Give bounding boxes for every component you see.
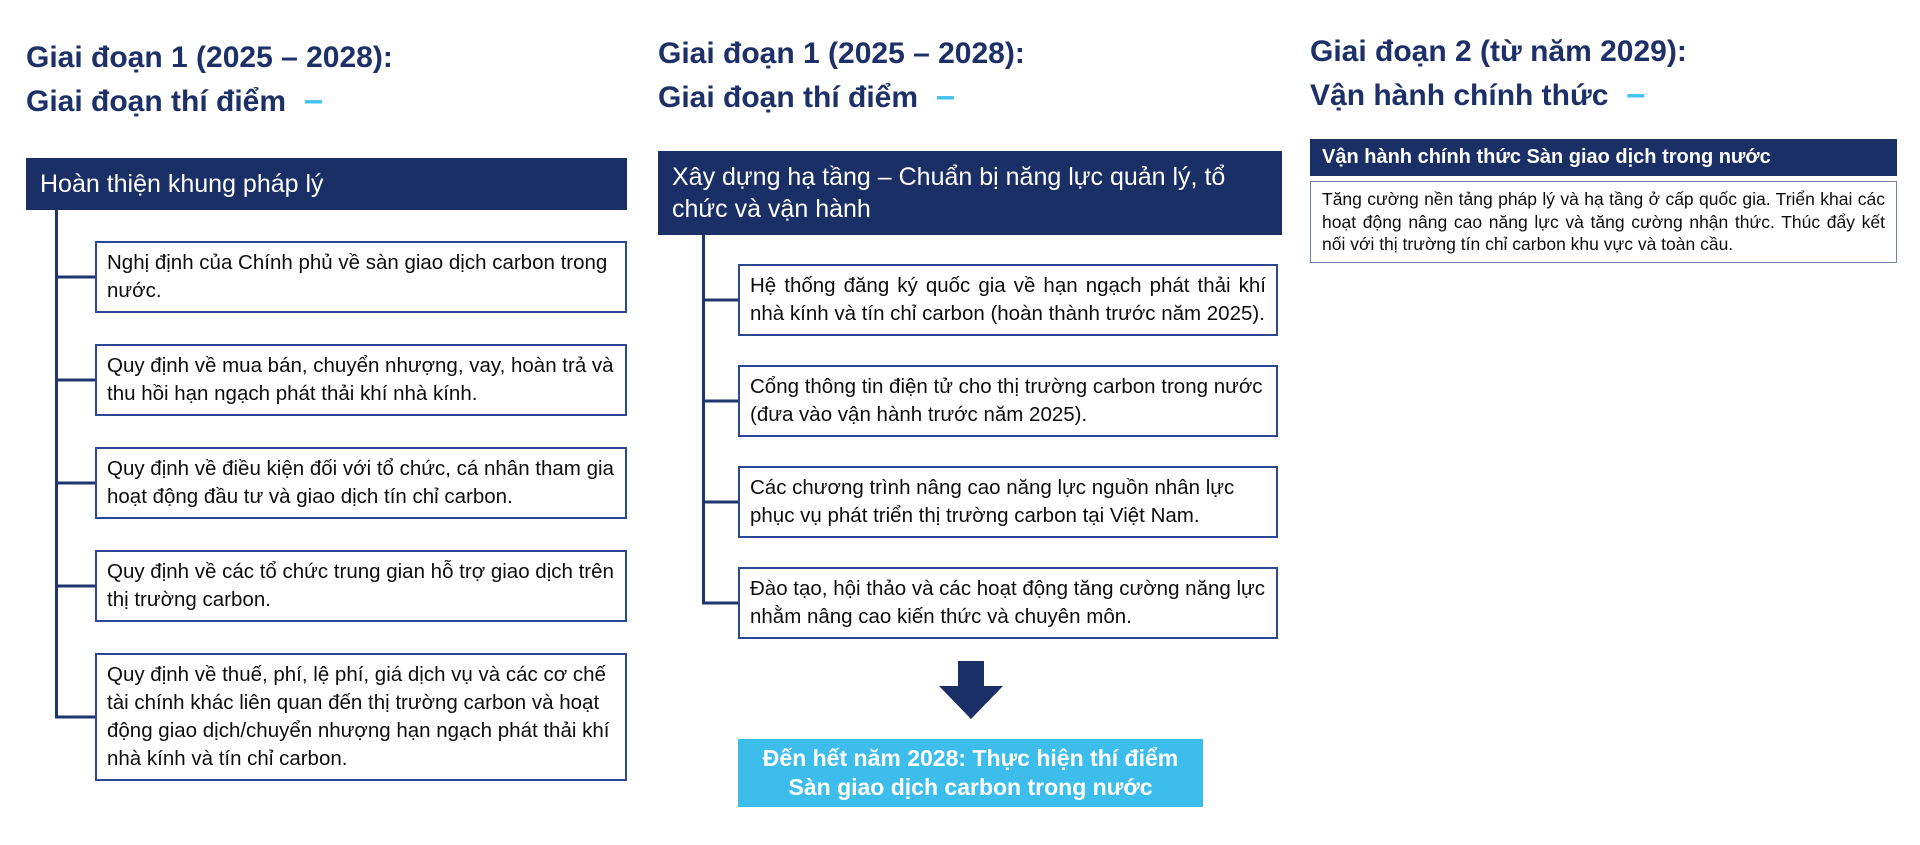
legal-box-intermediaries: Quy định về các tổ chức trung gian hỗ trợ giao dịch trên thị trường carbon. <box>95 550 627 622</box>
phase2-title-line2 <box>1310 73 1897 117</box>
infrastructure-tree <box>658 151 1282 639</box>
cyan-dash-icon: – <box>1626 75 1646 113</box>
phase1-title-2 <box>658 32 1282 119</box>
legal-box-participant-conditions: Quy định về điều kiện đối với tổ chức, cá nhân tham gia hoạt động đầu tư và giao dịch tín chỉ carbon. <box>95 447 627 519</box>
phase1-title2-line1: Giai đoạn 1 (2025 – 2028): <box>658 37 1025 70</box>
legal-box-decree: Nghị định của Chính phủ về sàn giao dịch carbon trong nước. <box>95 241 627 313</box>
pilot-2028-callout <box>738 739 1203 807</box>
phase1-title2-line2 <box>658 75 1282 119</box>
tree-trunk-line <box>702 235 705 603</box>
infrastructure-header: Xây dựng hạ tầng – Chuẩn bị năng lực quản lý, tổ chức và vận hành <box>658 151 1282 235</box>
phase1-title2-line2-text: Giai đoạn thí điểm <box>658 81 919 114</box>
official-operation-block <box>1310 139 1897 263</box>
phase1-title-line2 <box>26 79 627 123</box>
phase2-title-line1: Giai đoạn 2 (từ năm 2029): <box>1310 35 1687 68</box>
pilot-callout-line1: Đến hết năm 2028: Thực hiện thí điểm <box>762 745 1179 771</box>
infra-box-training-workshops: Đào tạo, hội thảo và các hoạt động tăng cường năng lực nhằm nâng cao kiến thức và chuyên môn. <box>738 567 1278 639</box>
cyan-dash-icon: – <box>936 77 955 115</box>
down-arrow-icon <box>939 661 1003 719</box>
phase1-title-line2-text: Giai đoạn thí điểm <box>26 85 287 118</box>
legal-framework-tree <box>26 158 627 781</box>
tree-trunk-line <box>55 210 58 717</box>
cyan-dash-icon: – <box>304 81 323 119</box>
infra-box-registry-system: Hệ thống đăng ký quốc gia về hạn ngạch phát thải khí nhà kính và tín chỉ carbon (hoàn thành trước năm 2025). <box>738 264 1278 336</box>
phase2-official-column <box>1310 0 1897 263</box>
legal-box-trading-rules: Quy định về mua bán, chuyển nhượng, vay, hoàn trả và thu hồi hạn ngạch phát thải khí nhà kính. <box>95 344 627 416</box>
official-operation-body: Tăng cường nền tảng pháp lý và hạ tầng ở cấp quốc gia. Triển khai các hoạt động nâng cao năng lực và tăng cường nhận thức. Thúc đẩy kết nối với thị trường tín chỉ carbon khu vực và toàn cầu. <box>1310 181 1897 263</box>
infra-box-capacity-programs: Các chương trình nâng cao năng lực nguồn nhân lực phục vụ phát triển thị trường carbon tại Việt Nam. <box>738 466 1278 538</box>
infra-box-web-portal: Cổng thông tin điện tử cho thị trường carbon trong nước (đưa vào vận hành trước năm 2025). <box>738 365 1278 437</box>
phase1-infrastructure-column <box>658 0 1282 807</box>
phase1-title-line1: Giai đoạn 1 (2025 – 2028): <box>26 41 393 74</box>
legal-box-taxes-fees: Quy định về thuế, phí, lệ phí, giá dịch vụ và các cơ chế tài chính khác liên quan đến thị trường carbon và hoạt động giao dịch/chuyển nhượng hạn ngạch phát thải khí nhà kính và tín chỉ carbon. <box>95 653 627 781</box>
legal-framework-header: Hoàn thiện khung pháp lý <box>26 158 627 210</box>
pilot-finale-block <box>738 661 1203 807</box>
phase2-title-line2-text: Vận hành chính thức <box>1310 79 1609 112</box>
phase1-legal-column <box>26 0 627 781</box>
phase1-title <box>26 36 627 123</box>
official-operation-header: Vận hành chính thức Sàn giao dịch trong nước <box>1310 139 1897 176</box>
pilot-callout-line2: Sàn giao dịch carbon trong nước <box>788 774 1153 800</box>
phase2-title <box>1310 30 1897 117</box>
